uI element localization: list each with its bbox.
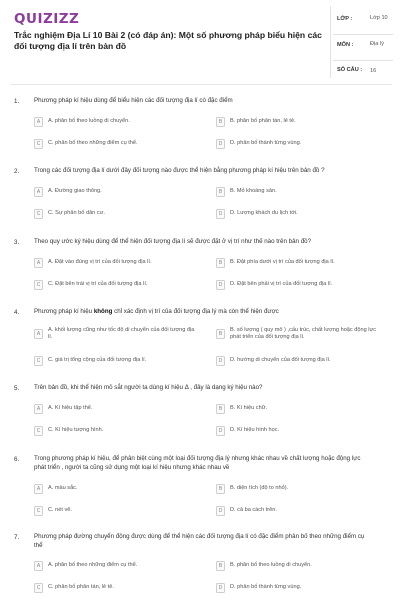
answer-option-c[interactable] [34,209,199,222]
option-letter-box: B [216,404,225,414]
option-letter-box: A [34,484,43,494]
option-text: C. phân bố phân tán, lẻ tẻ. [48,584,114,590]
option-text: A. Đặt vào đúng vị trí của đối tượng địa lí. [48,259,152,265]
option-text: B. Mỏ khoáng sản. [230,188,277,194]
subject-value: Địa lý [370,41,384,47]
option-text: A. phân bố theo luồng di chuyển. [48,118,130,124]
option-text: A. Kí hiệu tập thể. [48,405,93,411]
option-text: C. Kí hiệu tượng hình. [48,427,104,433]
option-text: A. Đường giao thông. [48,188,102,194]
option-letter-box: B [216,258,225,268]
answer-option-b[interactable] [216,187,381,200]
option-letter-box: C [34,583,43,593]
answer-option-a[interactable] [34,258,199,271]
answer-option-a[interactable] [34,117,199,130]
answer-option-c[interactable] [34,139,199,152]
question-number: 2. [14,168,20,175]
option-letter-box: C [34,139,43,149]
question-number: 4. [14,309,20,316]
answer-option-b[interactable] [216,117,381,130]
option-letter-box: A [34,561,43,571]
answer-option-d[interactable] [216,506,381,519]
answer-option-a[interactable] [34,187,199,200]
option-letter-box: D [216,356,225,366]
option-text: A. khối lượng cũng như tốc độ di chuyển của đối tượng địa lí. [48,327,195,341]
option-text: C. phân bố theo những điểm cụ thể. [48,140,138,146]
option-text: A. phân bố theo những điểm cụ thể. [48,562,138,568]
answer-option-b[interactable] [216,484,381,497]
option-letter-box: D [216,139,225,149]
worksheet-title: Trắc nghiệm Địa Lí 10 Bài 2 (có đáp án): Một số phương pháp biểu hiện các đối tượng địa lí trên bản đồ [14,30,322,51]
answer-option-d[interactable] [216,280,381,293]
answer-option-c[interactable] [34,583,199,596]
option-text: B. diện tích (độ to nhỏ). [230,485,289,491]
worksheet-header [0,0,400,84]
question-text: Phương pháp đường chuyển động được dùng để thể hiện các đối tượng địa lí có đặc điểm phân bố theo những điểm cụ thể [34,533,365,549]
option-text: D. phân bố thành từng vùng. [230,140,302,146]
answer-option-d[interactable] [216,426,381,439]
quizizz-logo: QUIZIZZ [14,11,80,27]
class-label: LỚP : [337,16,353,22]
question-text: Theo quy ước ký hiệu dùng để thể hiện đối tượng địa lí sẽ được đặt ở vị trí như thế nào trên bản đồ? [34,238,312,245]
answer-option-b[interactable] [216,404,381,417]
option-letter-box: A [34,117,43,127]
question-number: 7. [14,534,20,541]
answer-option-d[interactable] [216,209,381,222]
answer-option-b[interactable] [216,329,381,342]
option-text: D. Lượng khách du lịch tới. [230,210,298,216]
option-text: C. Sự phân bố dân cư. [48,210,105,216]
answer-option-a[interactable] [34,561,199,574]
option-text: C. giá trị tổng cộng của đối tượng địa lí. [48,357,147,363]
question-number: 3. [14,239,20,246]
option-text: B. phân bố phân tán, lẻ tẻ. [230,118,296,124]
option-letter-box: A [34,258,43,268]
option-text: D. phân bố thành từng vùng. [230,584,302,590]
count-value: 16 [370,68,377,74]
question-number: 5. [14,385,20,392]
question-number: 1. [14,98,20,105]
answer-option-a[interactable] [34,404,199,417]
option-text: D. cả ba cách trên. [230,507,277,513]
question-text: Trong các đối tượng địa lí dưới đây đối tượng nào được thể hiện bằng phương pháp kí hiệu trên bản đồ ? [34,167,325,174]
option-letter-box: D [216,583,225,593]
option-letter-box: C [34,209,43,219]
emphasis-word: không [93,308,113,315]
option-text: D. Đặt bên phải vị trí của đối tượng địa lí. [230,281,333,287]
option-letter-box: A [34,404,43,414]
option-text: A. màu sắc. [48,485,78,491]
count-label: SỐ CÂU : [337,67,363,73]
option-letter-box: D [216,280,225,290]
option-text: C. Đặt bên trái vị trí của đối tượng địa lí. [48,281,148,287]
option-text: B. Đặt phía dưới vị trí của đối tượng địa lí. [230,259,335,265]
question-text: Trên bản đồ, khi thể hiện mỏ sắt người ta dùng kí hiệu Δ , đây là dạng ký hiệu nào? [34,384,263,391]
option-letter-box: B [216,329,225,339]
option-letter-box: A [34,187,43,197]
option-text: B. số lượng ( quy mô ) ,cấu trúc, chất lượng hoặc động lực phát triển của đối tượng địa lí. [230,327,377,341]
option-text: B. Kí hiệu chữ. [230,405,268,411]
question-text: Trong phương pháp kí hiệu, để phân biệt cùng một loại đối tượng địa lý nhưng khác nhau về chất lượng hoặc động lực phát triển , người ta cũng sử dụng một loại kí hiệu nhưng khác nhau về [34,455,361,471]
header-bottom-rule [10,84,392,85]
option-letter-box: C [34,356,43,366]
meta-divider [333,34,393,35]
answer-option-c[interactable] [34,506,199,519]
answer-option-d[interactable] [216,356,381,369]
question-text: Phương pháp kí hiệu dùng để biểu hiện các đối tượng địa lí có đặc điểm [34,97,233,104]
answer-option-a[interactable] [34,484,199,497]
answer-option-c[interactable] [34,426,199,439]
option-letter-box: D [216,506,225,516]
option-letter-box: B [216,187,225,197]
header-divider [330,6,331,78]
option-letter-box: D [216,209,225,219]
meta-divider [333,60,393,61]
question-number: 6. [14,456,20,463]
subject-label: MÔN : [337,42,354,48]
option-text: D. Kí hiệu hình học. [230,427,280,433]
answer-option-b[interactable] [216,561,381,574]
option-letter-box: B [216,117,225,127]
option-text: B. phân bố theo luồng di chuyển. [230,562,312,568]
option-text: D. hướng di chuyển của đối tượng địa lí. [230,357,331,363]
class-value: Lớp 10 [370,15,388,21]
option-letter-box: A [34,329,43,339]
option-letter-box: B [216,561,225,571]
option-letter-box: B [216,484,225,494]
answer-option-d[interactable] [216,139,381,152]
option-letter-box: C [34,506,43,516]
answer-option-c[interactable] [34,356,199,369]
option-letter-box: D [216,426,225,436]
answer-option-a[interactable] [34,329,199,342]
answer-option-d[interactable] [216,583,381,596]
option-text: C. nét vẽ. [48,507,72,513]
question-text: Phương pháp kí hiệu không chỉ xác định vị trí của đối tượng địa lý mà còn thể hiện được [34,308,279,315]
answer-option-c[interactable] [34,280,199,293]
option-letter-box: C [34,280,43,290]
option-letter-box: C [34,426,43,436]
answer-option-b[interactable] [216,258,381,271]
